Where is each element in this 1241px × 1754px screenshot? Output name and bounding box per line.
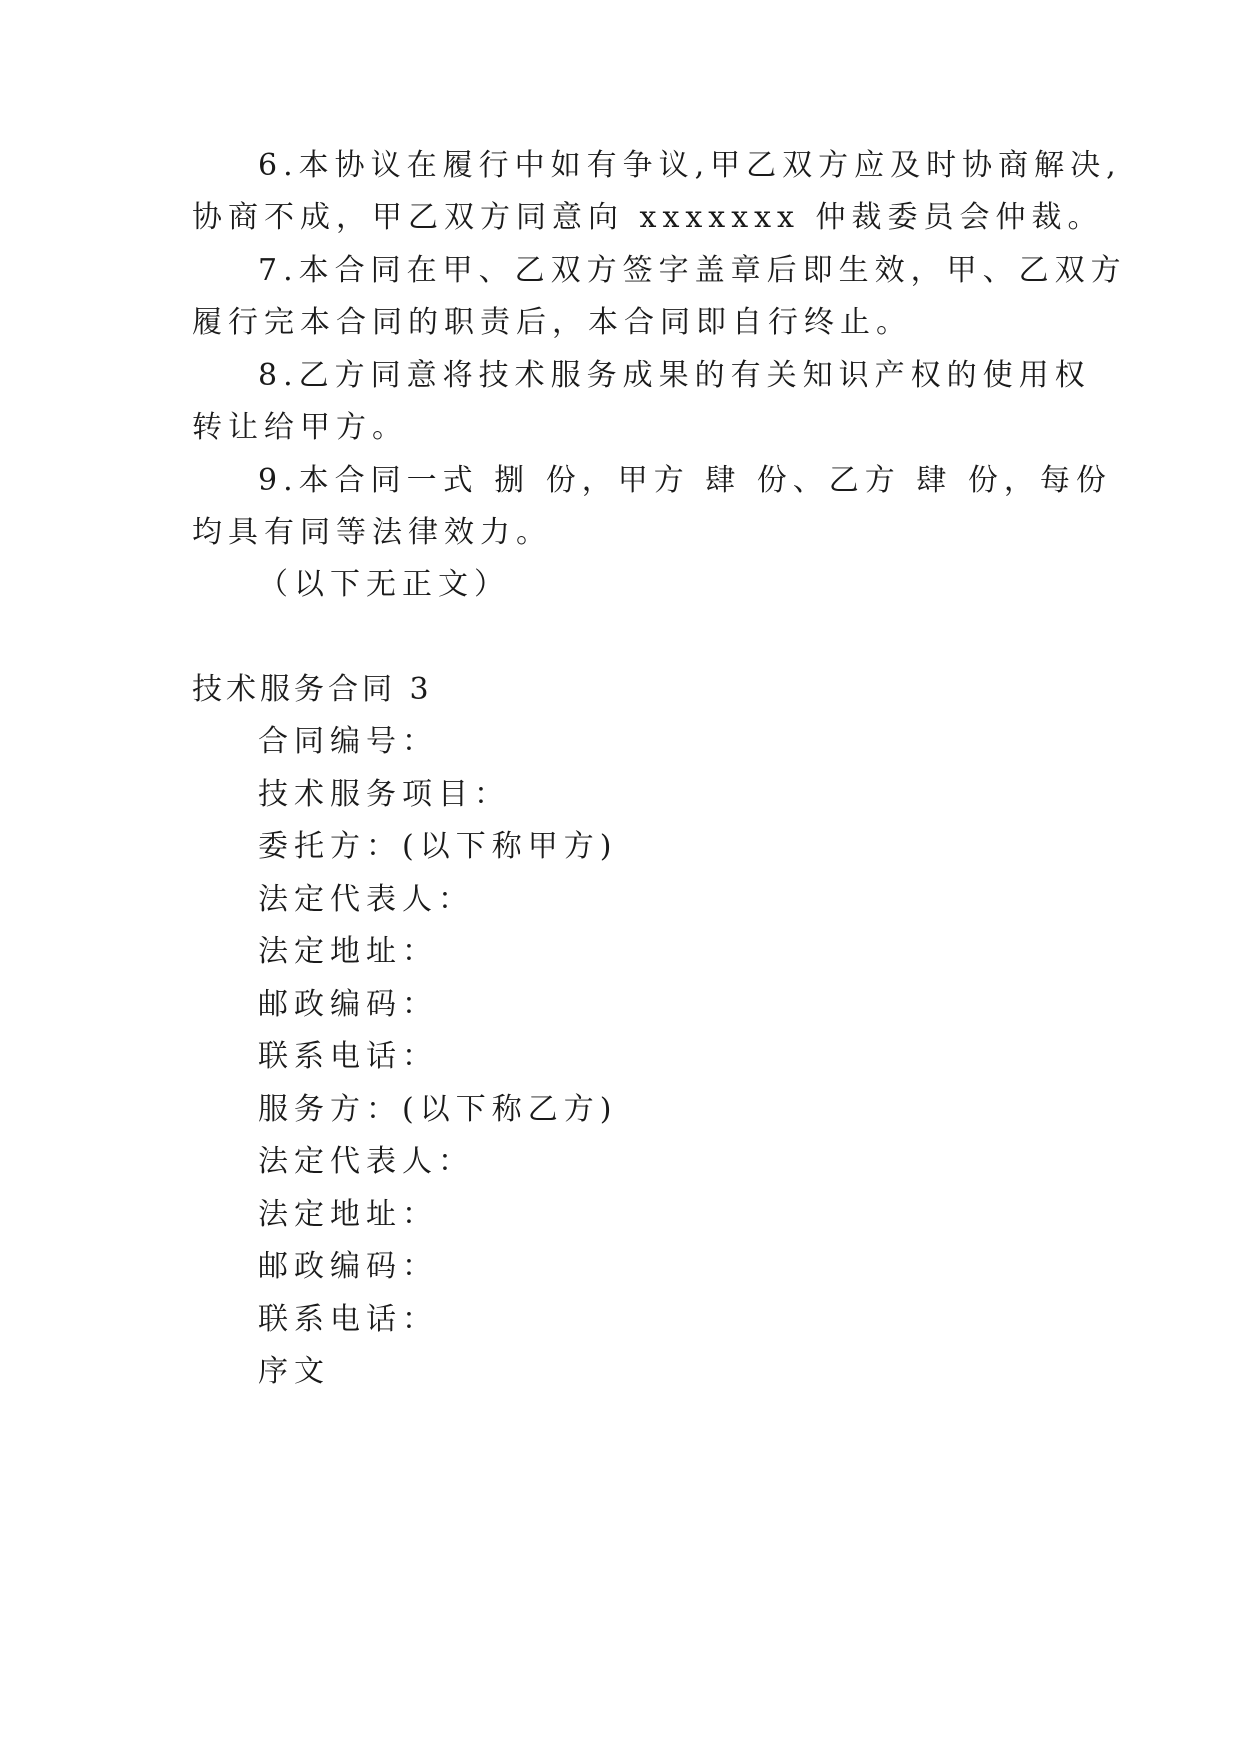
field-provider-phone: 联系电话： [258,1302,438,1337]
field-service-project: 技术服务项目： [258,777,510,812]
end-note: （以下无正文） [258,567,510,602]
clause-7-line-2: 履行完本合同的职责后，本合同即自行终止。 [192,305,912,340]
field-client: 委托方：(以下称甲方) [258,829,618,864]
field-provider-address: 法定地址： [258,1197,438,1232]
clause-8-line-2: 转让给甲方。 [192,410,408,445]
field-client-postcode: 邮政编码： [258,987,438,1022]
clause-9-line-1: 9.本合同一式 捌 份，甲方 肆 份、乙方 肆 份，每份 [258,463,1112,498]
clause-8-line-1: 8.乙方同意将技术服务成果的有关知识产权的使用权 [258,358,1091,393]
field-contract-number: 合同编号： [258,724,438,759]
clause-9-line-2: 均具有同等法律效力。 [192,515,552,550]
field-client-legal-rep: 法定代表人： [258,882,474,917]
field-provider-postcode: 邮政编码： [258,1249,438,1284]
field-client-address: 法定地址： [258,934,438,969]
preamble-heading: 序文 [258,1354,330,1389]
clause-7-line-1: 7.本合同在甲、乙双方签字盖章后即生效，甲、乙双方 [258,253,1127,288]
field-provider: 服务方：(以下称乙方) [258,1092,618,1127]
clause-6-line-2: 协商不成，甲乙双方同意向 xxxxxxx 仲裁委员会仲裁。 [192,200,1104,235]
field-provider-legal-rep: 法定代表人： [258,1144,474,1179]
contract-3-title: 技术服务合同 3 [192,672,433,707]
field-client-phone: 联系电话： [258,1039,438,1074]
clause-6-line-1: 6.本协议在履行中如有争议,甲乙双方应及时协商解决, [258,148,1122,183]
